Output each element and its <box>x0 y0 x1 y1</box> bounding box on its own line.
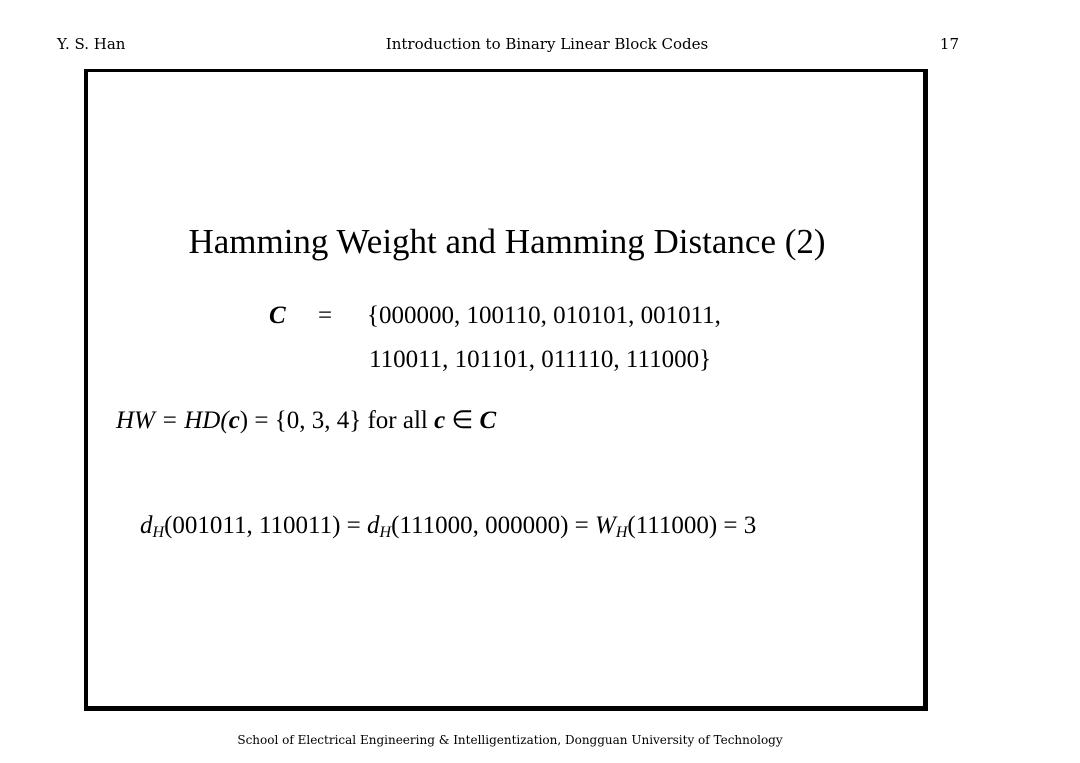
footer-affiliation: School of Electrical Engineering & Intelligentization, Dongguan University of Technology <box>237 733 783 747</box>
dh-symbol-1: d <box>140 512 153 539</box>
hw-codeword-2: c <box>434 407 446 434</box>
codeword-set-line-1: {000000, 100110, 010101, 001011, <box>367 302 721 329</box>
equals-sign: = <box>318 302 333 329</box>
dh-args-2: (111000, 000000) = <box>391 512 595 539</box>
hamming-weight-equation <box>116 405 496 435</box>
wh-args: (111000) = 3 <box>627 512 757 539</box>
slide-frame <box>84 69 928 711</box>
hw-prefix: HW = HD( <box>116 407 229 434</box>
code-symbol: C <box>269 302 286 329</box>
dh-symbol-2: d <box>367 512 380 539</box>
codeword-set-line-2: 110011, 101101, 011110, 111000} <box>369 346 712 373</box>
hw-code: C <box>479 407 497 434</box>
wh-symbol: W <box>595 512 616 539</box>
hw-mid: ) = {0, 3, 4} for all <box>239 407 435 434</box>
hw-in: ∈ <box>445 407 480 434</box>
hw-codeword: c <box>228 407 240 434</box>
header-author: Y. S. Han <box>57 35 126 53</box>
dh-sub-1: H <box>152 524 165 541</box>
dh-args-1: (001011, 110011) = <box>164 512 368 539</box>
slide-title: Hamming Weight and Hamming Distance (2) <box>188 222 826 261</box>
hamming-distance-equation <box>140 512 756 542</box>
header-title: Introduction to Binary Linear Block Codes <box>385 35 709 53</box>
page-number: 17 <box>939 35 959 53</box>
dh-sub-2: H <box>379 524 392 541</box>
wh-sub: H <box>615 524 628 541</box>
